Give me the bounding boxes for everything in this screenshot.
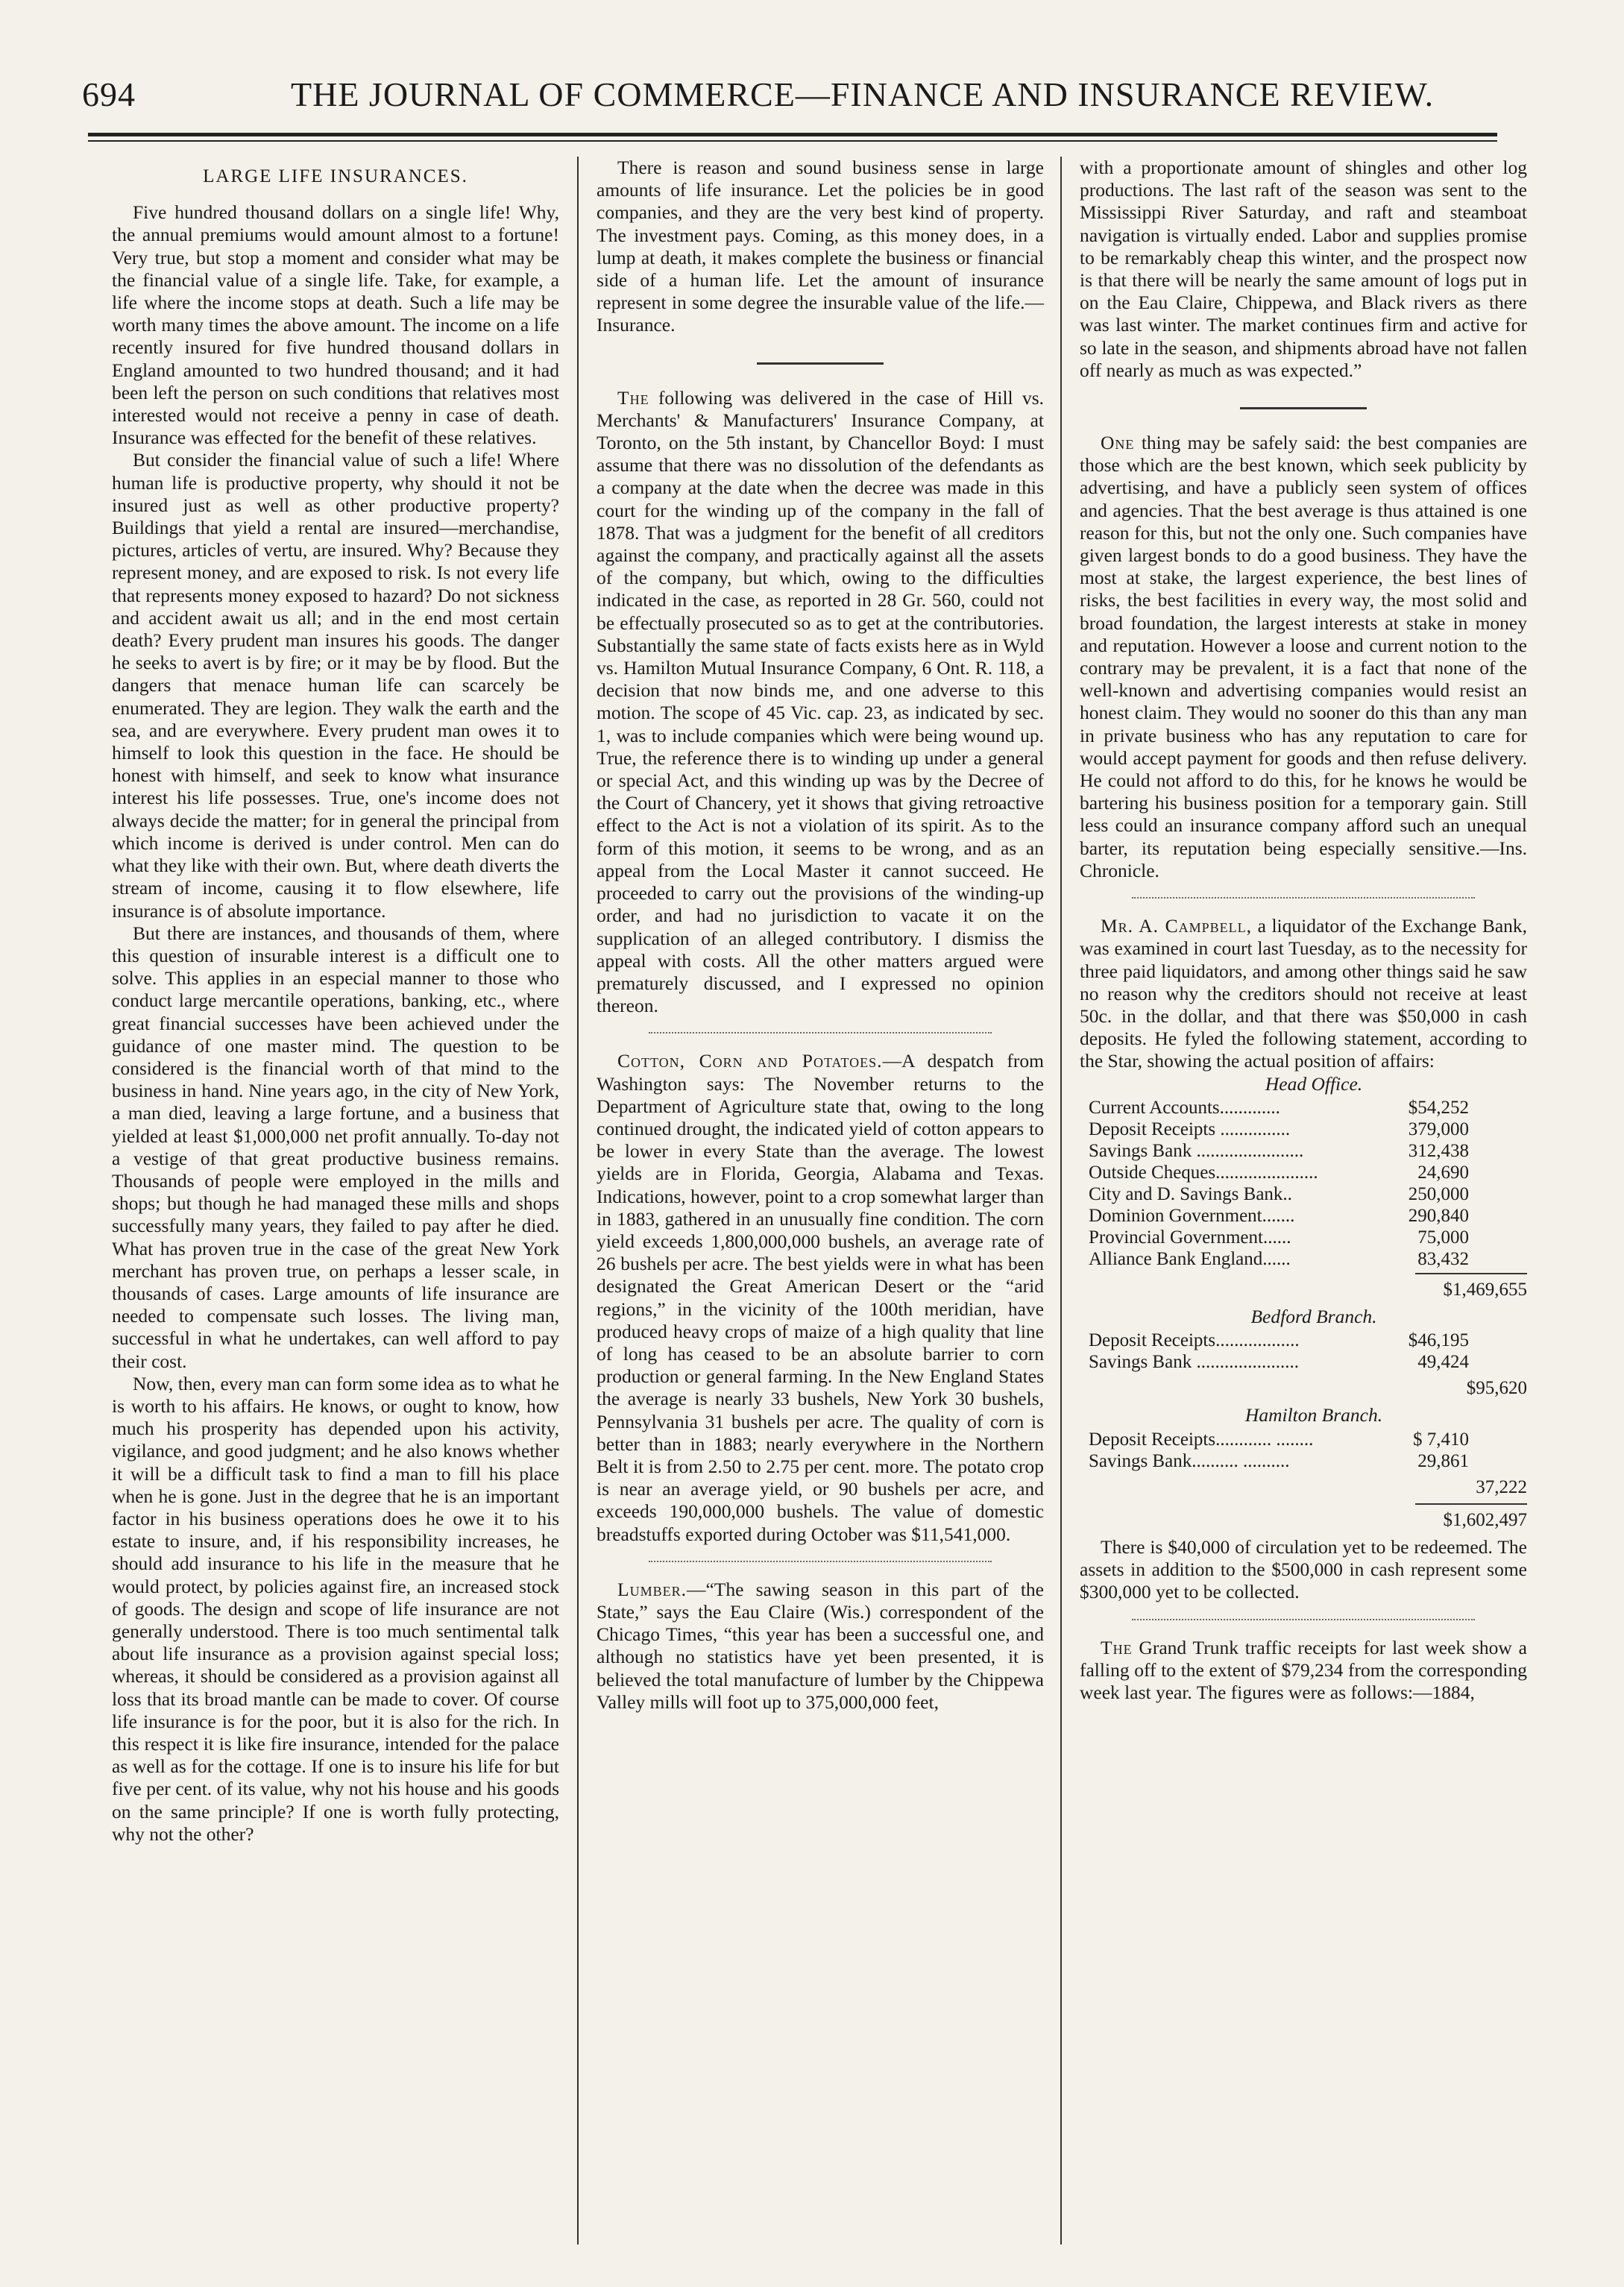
paragraph: with a proportionate amount of shingles and other log productions. The last raft of the season was sent to the Mississippi River Saturday, and raft and steamboat navigation is virtually ended. Labor and supplies promise to be remarkably cheap this winter, and the prospect now is that there will be nearly the same amount of logs put in on the Eau Claire, Chippewa, and Black rivers as there was last winter. The market continues firm and active for so late in the season, and shipments abroad have not fallen off nearly as much as was expected.” <box>1080 157 1527 381</box>
column-divider <box>1060 157 1062 2244</box>
lead-word: Mr. A. Campbell, <box>1101 915 1252 937</box>
item: Current Accounts............. <box>1089 1097 1280 1118</box>
amount: 379,000 <box>1408 1119 1469 1139</box>
item: City and D. Savings Bank.. <box>1089 1183 1292 1204</box>
amount: 312,438 <box>1408 1140 1469 1161</box>
bedford-table <box>1089 1330 1469 1373</box>
amount: 75,000 <box>1417 1227 1469 1248</box>
amount: 250,000 <box>1408 1183 1469 1204</box>
amount: 24,690 <box>1417 1162 1469 1183</box>
paragraph: But there are instances, and thousands of them, where this question of insurable interest is a difficult one to solve. This applies in an especial manner to those who conduct large mercantile operations, banking, etc., where great financial successes have been achieved under the guidance of one master mind. The question to be considered is the financial worth of that mind to the business in hand. Nine years ago, in the city of New York, a man died, leaving a large fortune, and a business that yielded at least $1,000,000 net profit annually. To-day not a vestige of that great productive business remains. Thousands of people were employed in the mills and shops; but though he had managed these mills and shops successfully many years, they failed to pay after he died. What has proven true in the case of the great New York merchant has proven true, on perhaps a lesser scale, in thousands of cases. Large amounts of life insurance are needed to compensate such losses. The living man, successful in what he undertakes, can well afford to pay their cost. <box>112 922 559 1372</box>
article-separator <box>649 1561 992 1562</box>
table-row <box>1089 1097 1469 1119</box>
paragraph-text: a liquidator of the Exchange Bank, was examined in court last Tuesday, as to the necessity for three paid liquidators, and among other things said he saw no reason why the creditors should not receive at least 50c. in the dollar, and that there was $50,000 in cash deposits. He fyled the following statement, according to the Star, showing the actual position of affairs: <box>1080 915 1528 1072</box>
header-rule <box>88 133 1497 136</box>
table-row <box>1089 1330 1469 1351</box>
item: Savings Bank.......... .......... <box>1089 1450 1290 1471</box>
lead-word: The <box>1101 1636 1133 1658</box>
table-row <box>1089 1351 1469 1373</box>
article-separator <box>1240 407 1367 409</box>
item: Savings Bank ....................... <box>1089 1140 1304 1161</box>
column-1 <box>112 157 559 1846</box>
paragraph-text: —“The sawing season in this part of the State,” says the Eau Claire (Wis.) correspondent of the Chicago Times, “this year has been a successful one, and although no statistics have yet been presented, it is believed the total manufacture of lumber by the Chippewa Valley mills will foot up to 375,000,000 feet, <box>597 1578 1044 1713</box>
amount: $46,195 <box>1408 1330 1469 1351</box>
amount: 290,840 <box>1408 1205 1469 1226</box>
paragraph: Now, then, every man can form some idea as to what he is worth to his affairs. He knows, or ought to know, how much his prosperity has depended upon his activity, vigilance, and good judgment; and he also knows whether it will be a difficult task to find a man to fill his place when he is gone. Just in the degree that he is an important factor in his business operations does he owe it to his estate to insure, and, if his responsibility increases, he should add insurance to his life in the measure that he would protect, by policies against fire, an increased stock of goods. The design and scope of life insurance are not generally understood. There is too much sentimental talk about life insurance as a provision against special loss; whereas, it should be considered as a provision against all loss that its broad mantle can be made to cover. Of course life insurance is for the poor, but it is also for the rich. In this respect it is like fire insurance, intended for the palace as well as for the cottage. If one is to insure his life for but five per cent. of its value, why not his house and his goods on the same principle? If one is worth fully protecting, why not the other? <box>112 1372 559 1845</box>
table-row <box>1089 1248 1469 1270</box>
paragraph-text: following was delivered in the case of Hill vs. Merchants' & Manufacturers' Insurance Company, at Toronto, on the 5th instant, by Chancellor Boyd: I must assume that there was no dissolution of the defendants as a company at the date when the decree was made in this court for the winding up of the company in the fall of 1878. That was a judgment for the benefit of all creditors against the company, and practically against all the assets of the company, but which, owing to the difficulties indicated in the case, as reported in 28 Gr. 560, could not be effectually prosecuted so as to get at the contributories. Substantially the same state of facts exists here as in Wyld vs. Hamilton Mutual Insurance Company, 6 Ont. R. 118, a decision that now binds me, and one adverse to this motion. The scope of 45 Vic. cap. 23, as indicated by sec. 1, was to include companies which were being wound up. True, the reference there is to winding up under a general or special Act, and this winding up was by the Decree of the Court of Chancery, yet it shows that giving retroactive effect to the Act is not a violation of its spirit. As to the form of this motion, it seems to be wrong, and as an appeal from the Local Master it cannot succeed. He proceeded to carry out the provisions of the winding-up order, and had no jurisdiction to vacate it on the supplication of an alleged contributory. I dismiss the appeal with costs. All the other matters argued were prematurely discussed, and I expressed no opinion thereon. <box>597 386 1044 1017</box>
lead-word: Lumber. <box>617 1578 687 1600</box>
item: Deposit Receipts ............... <box>1089 1119 1291 1139</box>
column-divider <box>577 157 579 2244</box>
head-office-label: Head Office. <box>1265 1072 1363 1095</box>
lead-word: Cotton, Corn and Potatoes. <box>617 1050 883 1072</box>
table-row <box>1089 1162 1469 1183</box>
article-separator <box>757 362 884 365</box>
head-office-table <box>1089 1097 1469 1270</box>
hamilton-table <box>1089 1429 1469 1472</box>
item: Provincial Government...... <box>1089 1227 1291 1248</box>
item: Dominion Government....... <box>1089 1205 1295 1226</box>
amount: 49,424 <box>1417 1352 1469 1373</box>
grand-total: $1,602,497 <box>1443 1509 1527 1530</box>
paragraph: There is reason and sound business sense in large amounts of life insurance. Let the policies be in good companies, and they are the very best kind of property. The investment pays. Coming, as this money does, in a lump at death, it makes complete the business or financial side of a human life. Let the amount of insurance represent in some degree the insurable value of the life.—Insurance. <box>597 157 1044 336</box>
paragraph: But consider the financial value of such a life! Where human life is productive property, why should it not be insured just as well as other productive property? Buildings that yield a rental are insured—merchandise, pictures, articles of vertu, are insured. Why? Because they represent money, and are exposed to risk. Is not every life that represents money exposed to hazard? Do not sickness and accident await us all; and in the end most certain death? Every prudent man insures his goods. The danger he seeks to avert is by fire; or it may be by flood. But the dangers that menace human life can scarcely be enumerated. They are legion. They walk the earth and the sea, and are everywhere. Every prudent man owes it to himself to look this question in the face. He should be honest with himself, and seek to know what insurance interest his life possesses. True, one's income does not always decide the matter; for in general the principal from which income is derived is under control. Men can do what they like with their own. But, where death diverts the stream of income, causing it to flow elsewhere, life insurance is of absolute importance. <box>112 449 559 922</box>
paragraph-text: —A despatch from Washington says: The November returns to the Department of Agriculture state that, owing to the long continued drought, the indicated yield of cotton appears to be lower in every State than the average. The lowest yields are in Florida, Georgia, Alabama and Texas. Indications, however, point to a crop somewhat larger than in 1883, gathered in an unusually fine condition. The corn yield exceeds 1,800,000,000 bushels, an average rate of 26 bushels per acre. The best yields were in what has been designated the Great American Desert or the “arid regions,” in the vicinity of the 100th meridian, have produced heavy crops of maize of a high quality that line of long has ceased to be an absolute barrier to corn production or general farming. In the New England States the average is nearly 33 bushels, New York 30 bushels, Pennsylvania 31 bushels per acre. The quality of corn is better than in 1883; nearly everywhere in the Northern Belt it is from 2.50 to 2.75 per cent. more. The potato crop is near an average yield, or 90 bushels per acre, and exceeds 190,000,000 bushels. The value of domestic breadstuffs exported during October was $11,541,000. <box>597 1050 1044 1545</box>
column-3 <box>1080 157 1527 1704</box>
page-header <box>82 75 1491 127</box>
table-row <box>1089 1227 1469 1248</box>
table-row <box>1089 1429 1469 1450</box>
amount: 83,432 <box>1417 1248 1469 1269</box>
total-rule <box>1415 1273 1527 1274</box>
header-rule-thin <box>88 140 1497 142</box>
head-office-total: $1,469,655 <box>1443 1279 1527 1300</box>
article-separator <box>649 1032 992 1034</box>
lead-word: The <box>617 386 649 409</box>
article-heading: LARGE LIFE INSURANCES. <box>203 166 468 186</box>
paragraph-grand-trunk <box>1080 1637 1527 1705</box>
paragraph-best-companies <box>1080 432 1527 882</box>
table-row <box>1089 1205 1469 1227</box>
table-row <box>1089 1140 1469 1162</box>
total-rule <box>1415 1503 1527 1505</box>
amount: 29,861 <box>1417 1450 1469 1471</box>
paragraph-cotton <box>597 1050 1044 1545</box>
item: Savings Bank ...................... <box>1089 1352 1299 1373</box>
paragraph-text: thing may be safely said: the best companies are those which are the best known, which seek publicity by advertising, and have a publicly seen system of offices and agencies. That the best average is thus attained is one reason for this, but not the only one. Such companies have given largest bonds to do a good business. They have the most at stake, the largest experience, the best lines of risks, the best facilities in every way, the most solid and broad foundation, the largest interests at stake in money and reputation. However a loose and current notion to the contrary may be prevalent, it is a fact that none of the well-known and advertising companies would resist an honest claim. They would no sooner do this than any man in private business who has any reputation to care for would accept payment for goods and then refuse delivery. He could not afford to do this, for he knows he would be bartering his business position for a temporary gain. Still less could an insurance company afford such an unequal barter, its reputation being especially sensitive.—Ins. Chronicle. <box>1080 432 1528 881</box>
table-row <box>1089 1450 1469 1472</box>
item: Alliance Bank England...... <box>1089 1248 1291 1269</box>
hamilton-subtotal: 37,222 <box>1476 1476 1527 1497</box>
bedford-label: Bedford Branch. <box>1250 1305 1377 1327</box>
item: Deposit Receipts.................. <box>1089 1330 1300 1351</box>
paragraph: Five hundred thousand dollars on a single life! Why, the annual premiums would amount almost to a fortune! Very true, but stop a moment and consider what may be the financial value of a single life. Take, for example, a life where the income stops at death. Such a life may be worth many times the above amount. The income on a life recently insured for five hundred thousand dollars in England amounted to two hundred thousand; and it had been left the person on such conditions that relatives most interested would not receive a penny in case of death. Insurance was effected for the benefit of these relatives. <box>112 201 559 449</box>
column-2 <box>597 157 1044 1714</box>
hamilton-label: Hamilton Branch. <box>1244 1404 1383 1426</box>
article-separator <box>1132 1619 1475 1620</box>
article-separator <box>1132 897 1475 899</box>
bedford-total: $95,620 <box>1466 1378 1527 1399</box>
page-number: 694 <box>82 75 136 113</box>
lead-word: One <box>1101 432 1135 454</box>
running-title: THE JOURNAL OF COMMERCE—FINANCE AND INSURANCE REVIEW. <box>291 75 1435 113</box>
amount: $ 7,410 <box>1413 1429 1469 1450</box>
amount: $54,252 <box>1408 1097 1469 1118</box>
paragraph-hill-case <box>597 387 1044 1018</box>
paragraph-text: Grand Trunk traffic receipts for last week show a falling off to the extent of $79,234 from the corresponding week last year. The figures were as follows:—1884, <box>1080 1636 1528 1703</box>
paragraph-lumber <box>597 1579 1044 1714</box>
paragraph-campbell <box>1080 915 1527 1072</box>
table-row <box>1089 1183 1469 1205</box>
item: Outside Cheques...................... <box>1089 1162 1318 1183</box>
paragraph: There is $40,000 of circulation yet to be redeemed. The assets in addition to the $500,000 in cash represent some $300,000 yet to be collected. <box>1080 1535 1527 1603</box>
item: Deposit Receipts............ ........ <box>1089 1429 1314 1450</box>
table-row <box>1089 1119 1469 1140</box>
